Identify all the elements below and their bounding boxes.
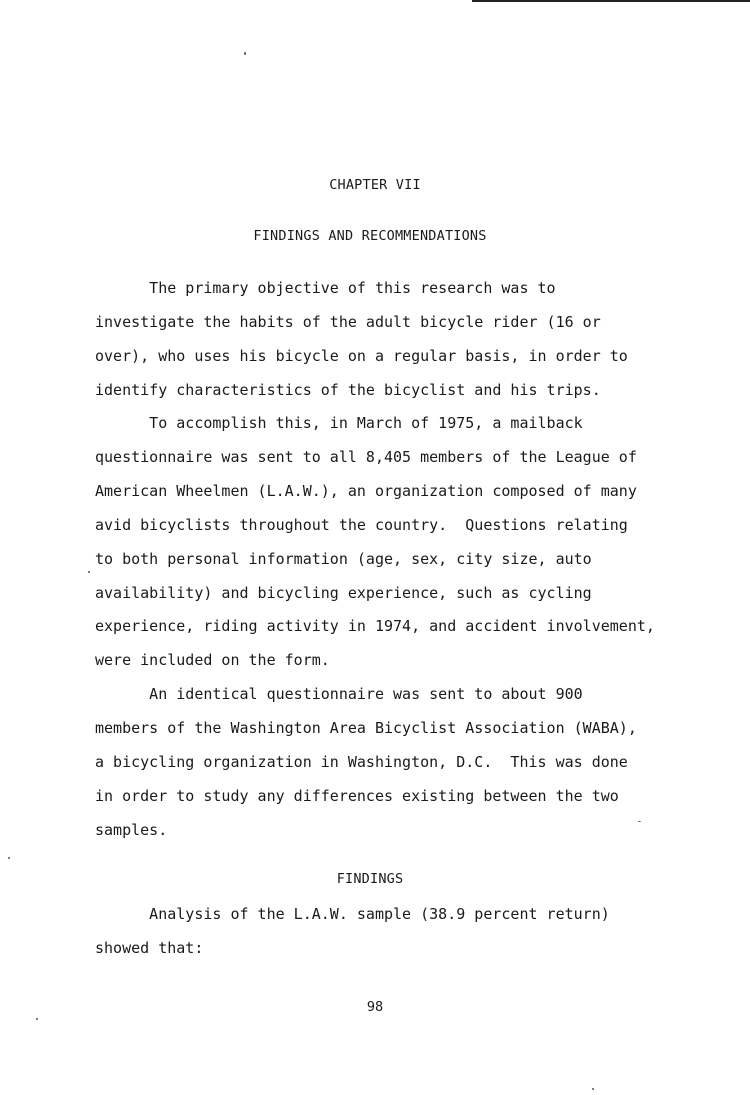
scan-speck (244, 52, 246, 55)
page-number: 98 (366, 999, 384, 1015)
scan-speck (8, 857, 10, 859)
top-edge-rule (472, 0, 750, 2)
chapter-heading: CHAPTER VII (329, 177, 421, 193)
paragraph-waba: An identical questionnaire was sent to about 900 members of the Washington Area Bicyclist Association (WABA), a bicycling organization in Washington, D.C. This was done in order to study any differences existing between the two samples. (95, 685, 637, 839)
findings-intro-continued: showed that: (95, 939, 204, 957)
chapter-title: FINDINGS AND RECOMMENDATIONS (253, 228, 487, 244)
scan-speck (36, 1018, 38, 1020)
findings-intro: Analysis of the L.A.W. sample (38.9 percent return) (95, 905, 610, 923)
paragraph-questionnaire: To accomplish this, in March of 1975, a mailback questionnaire was sent to all 8,405 members of the League of American Wheelmen (L.A.W.), an organization composed of many avid bicyclists throughout the country. Questions relating to both personal information (age, sex, city size, auto availability) and bicycling experience, such as cycling experience, riding activity in 1974, and accident involvement, were included on the form. (95, 414, 655, 670)
scan-speck (592, 1088, 594, 1090)
section-heading-findings: FINDINGS (336, 871, 404, 887)
scan-speck (638, 821, 641, 822)
paragraph-objective: The primary objective of this research was to investigate the habits of the adult bicycle rider (16 or over), who uses his bicycle on a regular basis, in order to identify characteristics of the bicyclist and his trips. (95, 279, 628, 399)
scan-speck (88, 571, 90, 573)
